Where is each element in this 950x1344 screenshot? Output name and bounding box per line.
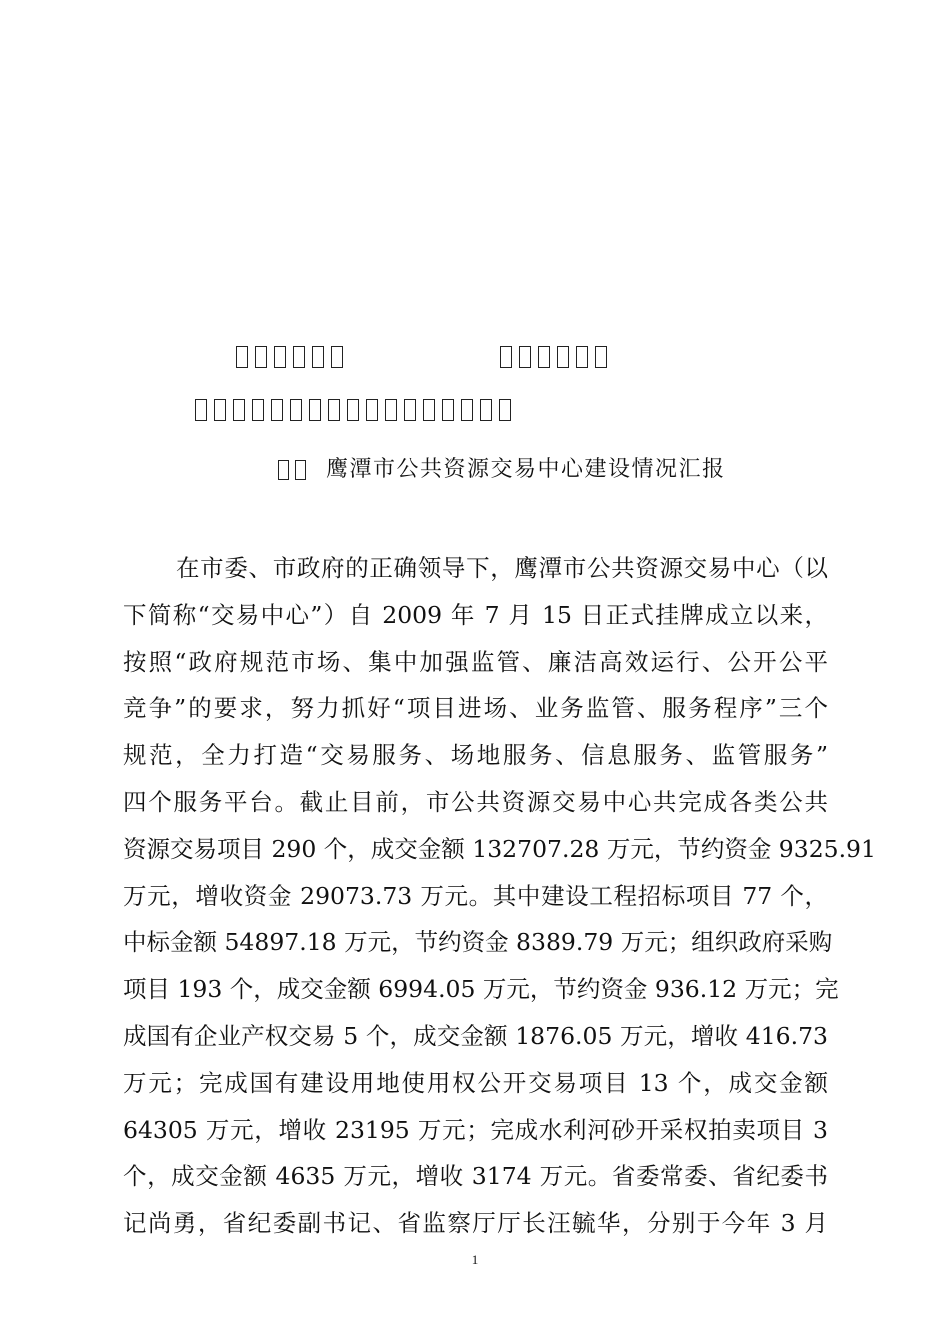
body-line: 四个服务平台。截止目前，市公共资源交易中心共完成各类公共: [123, 788, 828, 816]
missing-glyph-box: [271, 399, 283, 421]
title-line-2: [195, 396, 518, 422]
missing-glyph-box: [500, 346, 512, 368]
missing-glyph-box: [576, 346, 588, 368]
subtitle-text: 鹰潭市公共资源交易中心建设情况汇报: [326, 457, 726, 482]
missing-glyph-box: [255, 346, 267, 368]
missing-glyph-box: [366, 399, 378, 421]
missing-glyph-box: [233, 399, 245, 421]
body-line: 按照“政府规范市场、集中加强监管、廉洁高效运行、公开公平: [123, 647, 828, 676]
body-line: 万元，增收资金 29073.73 万元。其中建设工程招标项目 77 个，: [123, 881, 828, 910]
body-line: 在市委、市政府的正确领导下，鹰潭市公共资源交易中心（以: [176, 554, 828, 582]
missing-glyph-box: [295, 460, 306, 480]
missing-glyph-box: [557, 346, 569, 368]
subtitle: [278, 452, 726, 483]
missing-glyph-box: [404, 399, 416, 421]
body-line: 64305 万元，增收 23195 万元；完成水利河砂开采权拍卖项目 3: [123, 1115, 828, 1144]
title-line-1-right: [500, 343, 614, 369]
missing-glyph-box: [312, 346, 324, 368]
missing-glyph-box: [385, 399, 397, 421]
missing-glyph-box: [195, 399, 207, 421]
body-line: 成国有企业产权交易 5 个，成交金额 1876.05 万元，增收 416.73: [123, 1022, 828, 1050]
missing-glyph-box: [480, 399, 492, 421]
missing-glyph-box: [595, 346, 607, 368]
missing-glyph-box: [214, 399, 226, 421]
missing-glyph-box: [538, 346, 550, 368]
missing-glyph-box: [236, 346, 248, 368]
missing-glyph-box: [347, 399, 359, 421]
page-number: 1: [471, 1252, 479, 1267]
missing-glyph-box: [499, 399, 511, 421]
missing-glyph-box: [331, 346, 343, 368]
missing-glyph-box: [519, 346, 531, 368]
missing-glyph-box: [274, 346, 286, 368]
missing-glyph-box: [423, 399, 435, 421]
missing-glyph-box: [252, 399, 264, 421]
body-line: 记尚勇，省纪委副书记、省监察厅厅长汪毓华，分别于今年 3 月: [123, 1209, 828, 1238]
missing-glyph-box: [293, 346, 305, 368]
body-line: 万元；完成国有建设用地使用权公开交易项目 13 个，成交金额: [123, 1068, 828, 1097]
missing-glyph-box: [328, 399, 340, 421]
body-line: 中标金额 54897.18 万元，节约资金 8389.79 万元；组织政府采购: [123, 928, 833, 957]
missing-glyph-box: [290, 399, 302, 421]
body-line: 项目 193 个，成交金额 6994.05 万元，节约资金 936.12 万元；完: [123, 975, 839, 1004]
body-line: 资源交易项目 290 个，成交金额 132707.28 万元，节约资金 9325.91: [123, 834, 876, 863]
missing-glyph-box: [309, 399, 321, 421]
missing-glyph-box: [278, 460, 289, 480]
missing-glyph-box: [461, 399, 473, 421]
body-line: 下简称“交易中心”）自 2009 年 7 月 15 日正式挂牌成立以来，: [123, 600, 828, 629]
missing-glyph-box: [442, 399, 454, 421]
body-line: 个，成交金额 4635 万元，增收 3174 万元。省委常委、省纪委书: [123, 1162, 828, 1191]
subtitle-placeholder-glyphs: [278, 457, 312, 482]
body-line: 竞争”的要求，努力抓好“项目进场、业务监管、服务程序”三个: [123, 694, 828, 723]
title-line-1-left: [236, 343, 350, 369]
body-line: 规范，全力打造“交易服务、场地服务、信息服务、监管服务”: [123, 741, 828, 770]
